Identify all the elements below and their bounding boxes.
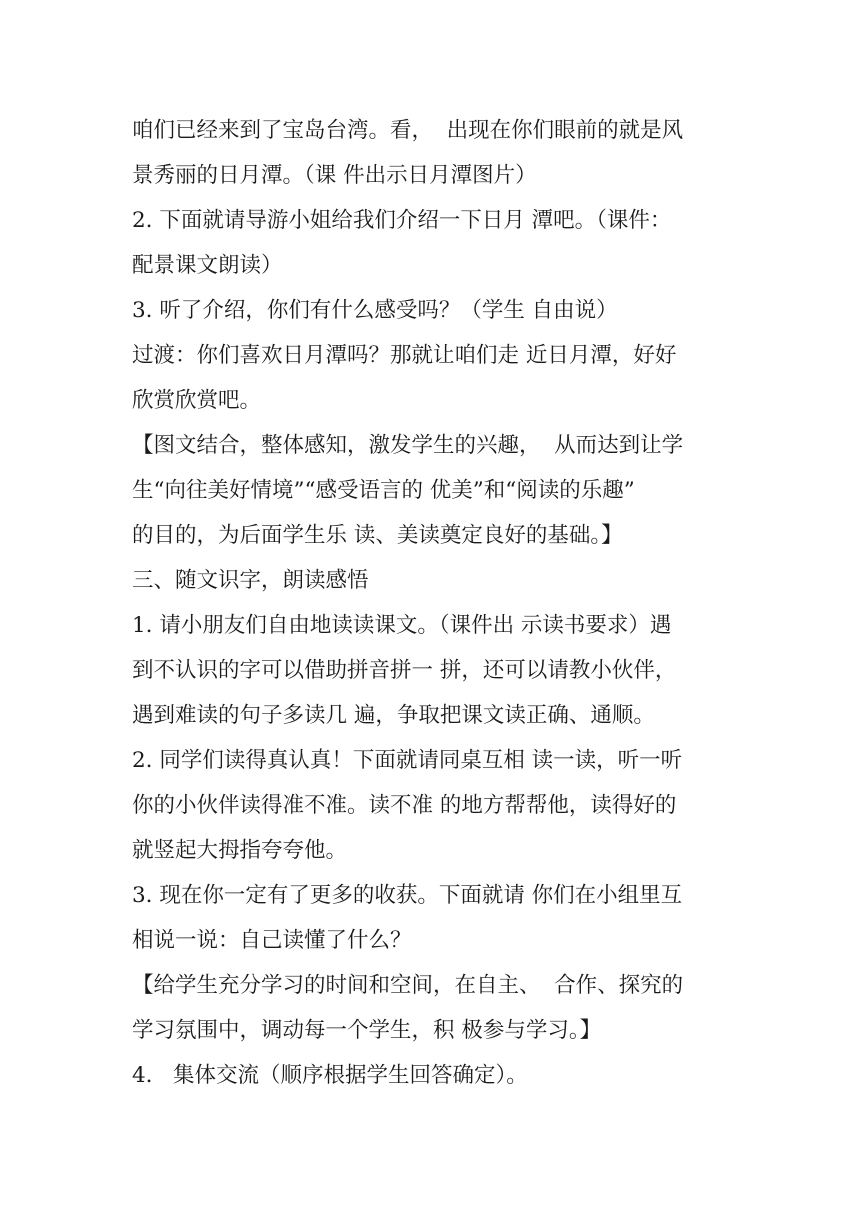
- text-line: 学习氛围中，调动每一个学生，积 极参与学习。】: [132, 1018, 602, 1043]
- paragraph-p10: [132, 963, 732, 1053]
- text-line: 2. 下面就请导游小姐给我们介绍一下日月 潭吧。（课件：: [132, 208, 672, 233]
- paragraph-p2: [132, 198, 732, 288]
- paragraph-p4: [132, 333, 732, 423]
- text-line: 遇到难读的句子多读几 遍，争取把课文读正确、通顺。: [132, 703, 655, 728]
- text-line: 过渡：你们喜欢日月潭吗？那就让咱们走 近日月潭，好好: [132, 343, 677, 368]
- paragraph-p5: [132, 423, 732, 558]
- paragraph-p1: [132, 108, 732, 198]
- text-line: 【给学生充分学习的时间和空间，在自主、 合作、探究的: [132, 973, 684, 998]
- text-line: 3. 听了介绍，你们有什么感受吗？（学生 自由说）: [132, 298, 618, 323]
- paragraph-p6: [132, 558, 732, 603]
- text-line: 相说一说：自己读懂了什么？: [132, 928, 412, 953]
- text-line: 到不认识的字可以借助拼音拼一 拼，还可以请教小伙伴，: [132, 658, 677, 683]
- paragraph-p9: [132, 873, 732, 963]
- paragraph-p11: [132, 1053, 732, 1098]
- text-line: 生“向往美好情境”“感受语言的 优美”和“阅读的乐趣”: [132, 478, 635, 503]
- document-body: [132, 108, 732, 1098]
- text-line: 就竖起大拇指夸夸他。: [132, 838, 348, 863]
- text-line: 你的小伙伴读得准不准。读不准 的地方帮帮他，读得好的: [132, 793, 677, 818]
- paragraph-p3: [132, 288, 732, 333]
- paragraph-p8: [132, 738, 732, 873]
- text-line: 的目的，为后面学生乐 读、美读奠定良好的基础。】: [132, 523, 623, 548]
- text-line: 3. 现在你一定有了更多的收获。下面就请 你们在小组里互: [132, 883, 683, 908]
- paragraph-p7: [132, 603, 732, 738]
- text-line: 4. 集体交流（顺序根据学生回答确定）。: [132, 1063, 528, 1088]
- text-line: 咱们已经来到了宝岛台湾。看， 出现在你们眼前的就是风: [132, 118, 684, 143]
- text-line: 【图文结合，整体感知，激发学生的兴趣， 从而达到让学: [132, 433, 684, 458]
- text-line: 景秀丽的日月潭。（课 件出示日月潭图片）: [132, 163, 537, 188]
- text-line: 配景课文朗读）: [132, 253, 283, 278]
- text-line: 1. 请小朋友们自由地读读课文。（课件出 示读书要求）遇: [132, 613, 672, 638]
- text-line: 三、随文识字，朗读感悟: [132, 568, 369, 593]
- text-line: 欣赏欣赏吧。: [132, 388, 262, 413]
- text-line: 2. 同学们读得真认真！下面就请同桌互相 读一读，听一听: [132, 748, 683, 773]
